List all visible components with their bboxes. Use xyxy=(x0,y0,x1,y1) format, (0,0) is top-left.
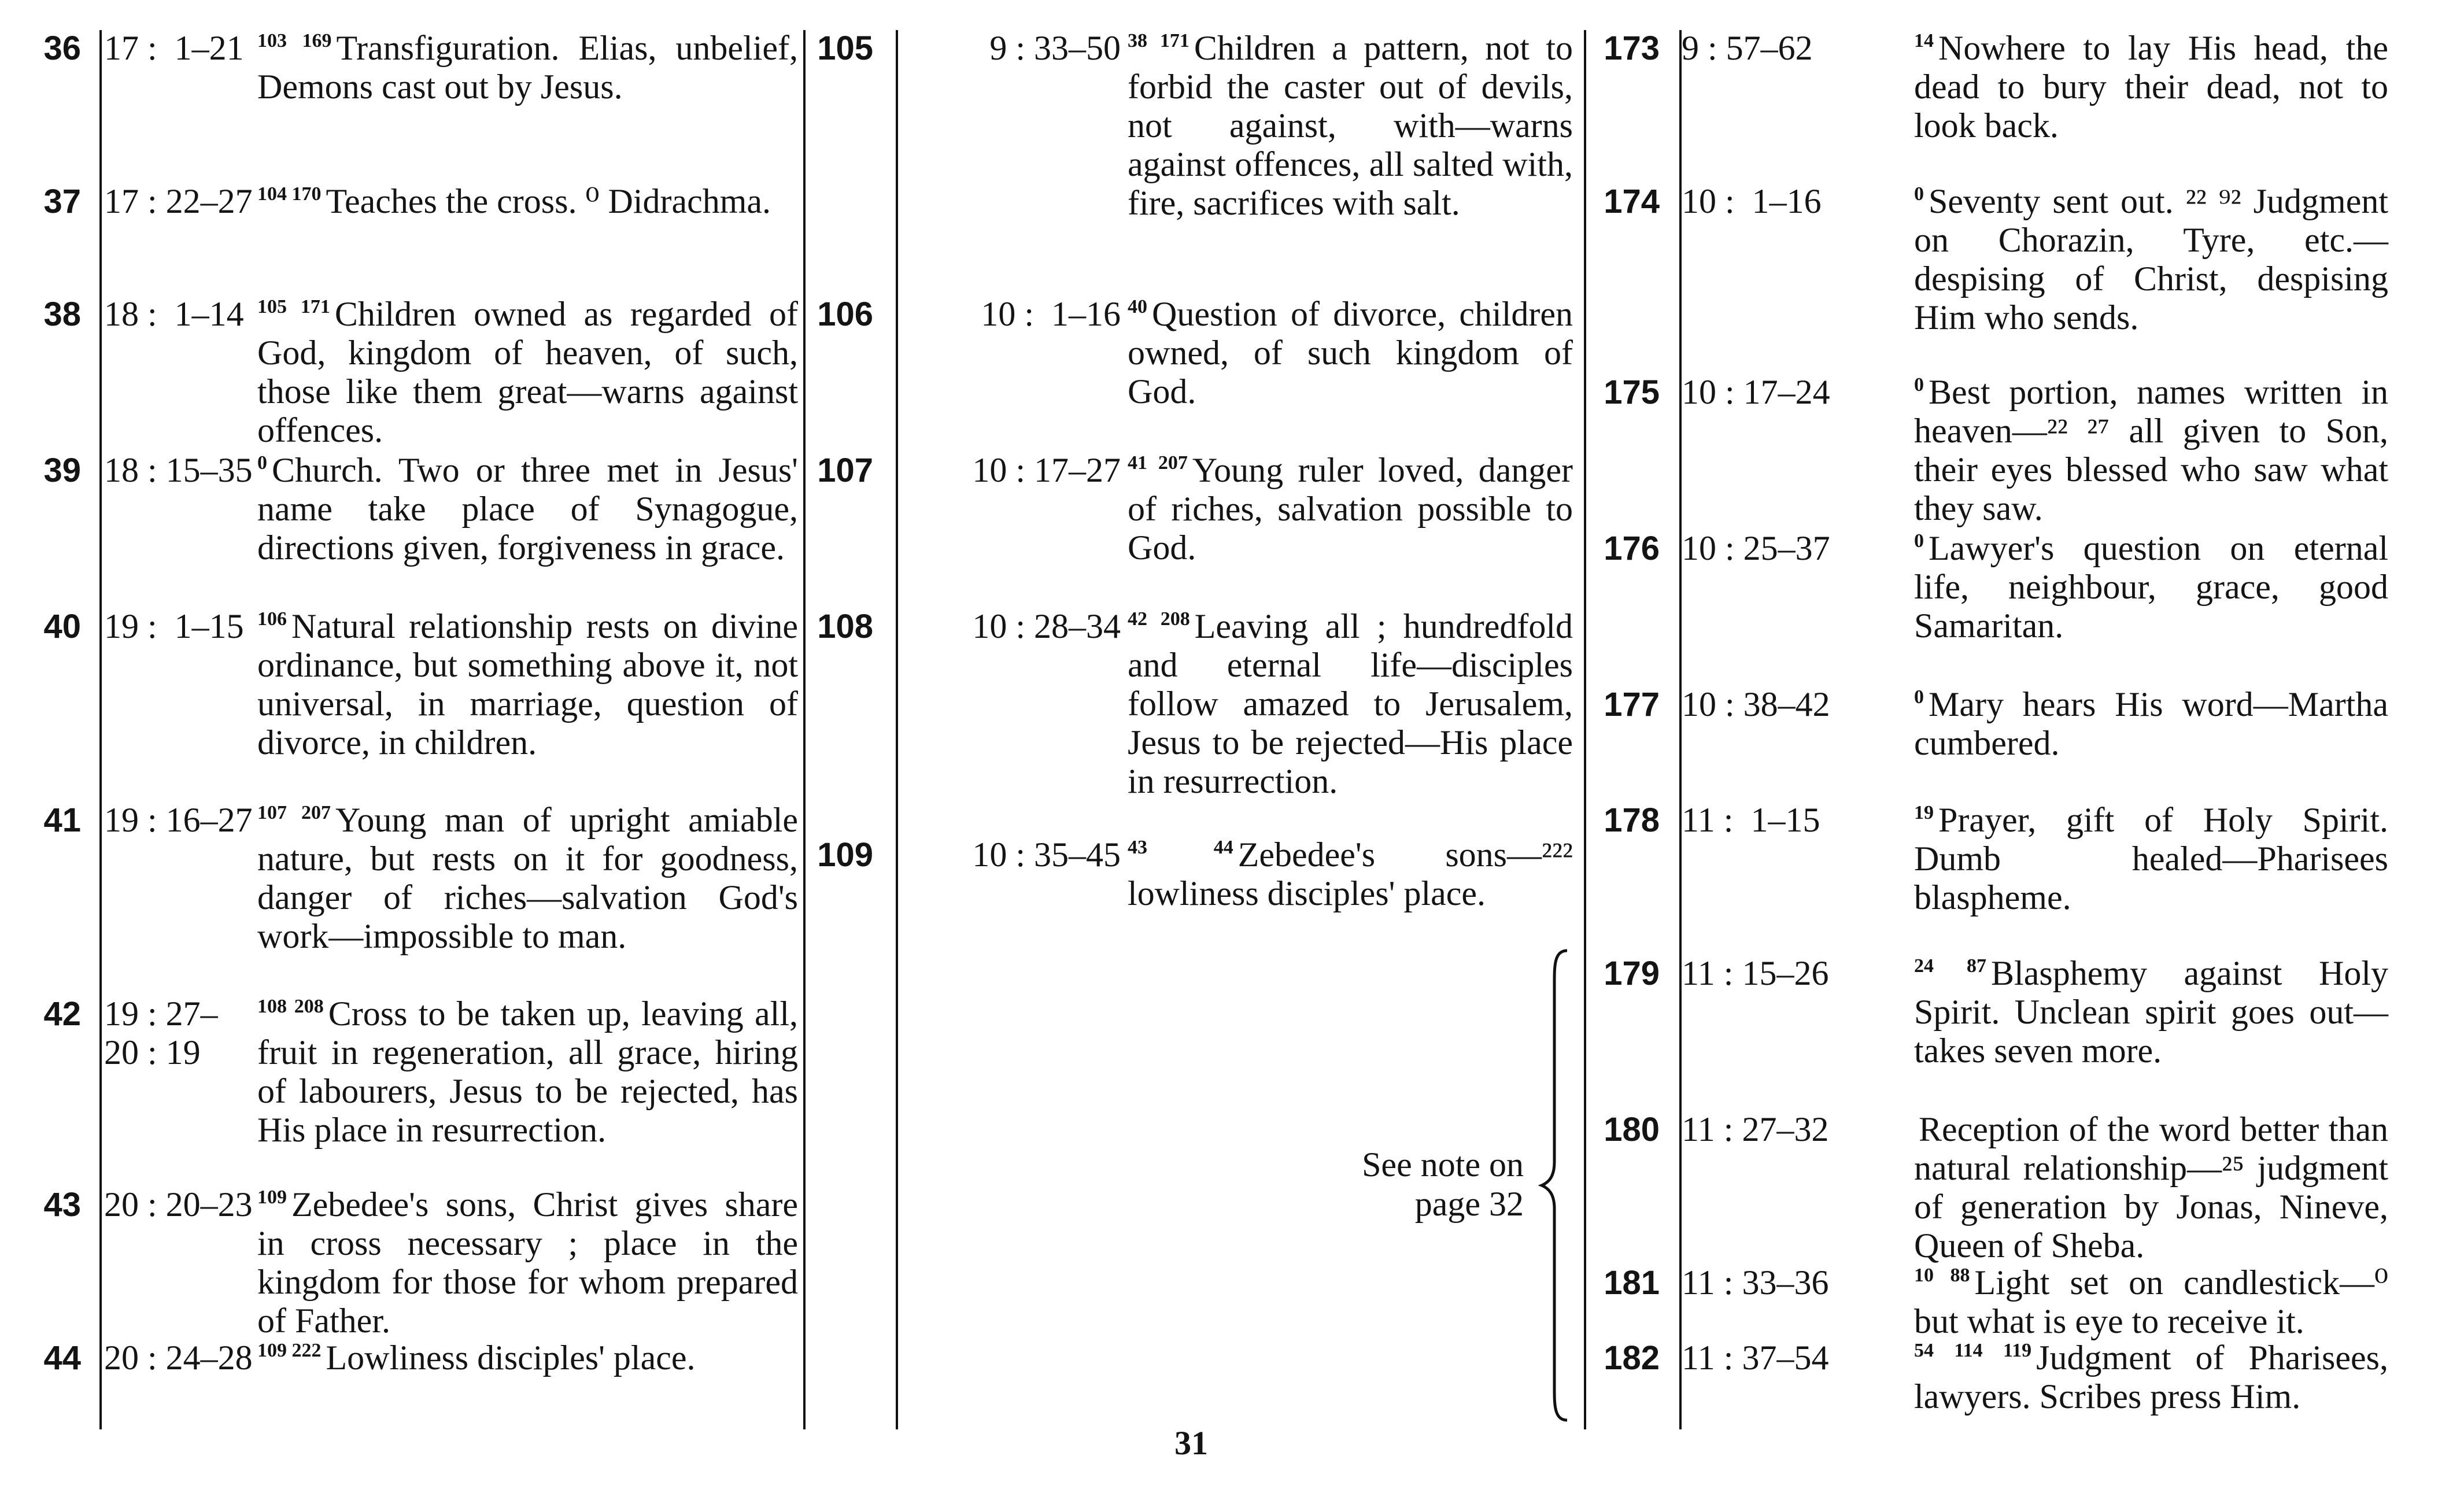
entry xyxy=(1587,29,2397,145)
scripture-reference: 18 : 15–35 xyxy=(104,451,253,489)
cross-reference: 19 xyxy=(1914,802,1934,823)
cross-reference: 0 xyxy=(257,452,267,474)
entry-text xyxy=(257,182,804,221)
section-number: 42 xyxy=(43,995,81,1033)
entry-text xyxy=(257,995,804,1150)
scripture-reference: 20 : 24–28 xyxy=(104,1339,253,1377)
scripture-reference: 10 : 1–16 xyxy=(981,295,1121,333)
section-number: 180 xyxy=(1604,1111,1660,1148)
cross-reference: 0 xyxy=(1914,183,1924,205)
entry-text xyxy=(257,801,804,956)
see-note xyxy=(1304,1145,1524,1224)
entry-description: Lowliness disciples' place. xyxy=(326,1339,696,1377)
entry-text xyxy=(1128,451,1584,567)
section-number: 181 xyxy=(1604,1264,1660,1302)
entry xyxy=(807,29,1584,223)
cross-reference: 41 207 xyxy=(1128,452,1188,474)
scripture-reference: 19 : 27– 20 : 19 xyxy=(104,995,218,1071)
entry xyxy=(1587,1263,2397,1341)
cross-reference: 40 xyxy=(1128,296,1147,317)
cross-reference: 43 44 xyxy=(1128,837,1233,858)
entry-text xyxy=(1914,182,2397,337)
scripture-reference: 10 : 25–37 xyxy=(1682,529,1830,567)
entry-description: Judgment of Pharisees, lawyers. Scribes press Him. xyxy=(1914,1339,2388,1416)
section-number: 37 xyxy=(43,183,81,220)
scripture-reference: 19 : 1–15 xyxy=(104,607,244,645)
entry xyxy=(23,1339,804,1377)
entry-description: Transfiguration. Elias, unbelief, Demons cast out by Jesus. xyxy=(257,29,799,106)
entry xyxy=(1587,1339,2397,1416)
scripture-reference: 11 : 1–15 xyxy=(1682,801,1820,839)
scripture-reference: 10 : 17–27 xyxy=(972,451,1121,489)
entry-text xyxy=(1128,29,1584,223)
section-number: 41 xyxy=(43,801,81,839)
entry-description: Leaving all ; hundredfold and eternal life—disciples follow amazed to Jerusalem, Jesus to be rejected—His place in resurrection. xyxy=(1128,607,1573,800)
entry-description: Best portion, names written in heaven—²² ²⁷ all given to Son, their eyes blessed who saw what they saw. xyxy=(1914,373,2388,527)
scripture-reference: 20 : 20–23 xyxy=(104,1185,253,1224)
entry xyxy=(807,451,1584,567)
entry xyxy=(23,295,804,450)
cross-reference: 0 xyxy=(1914,374,1924,396)
entry xyxy=(23,451,804,567)
entry-text xyxy=(257,1339,804,1377)
entry-description: Natural relationship rests on divine ordinance, but something above it, not universal, in marriage, question of divorce, in children. xyxy=(257,607,798,762)
section-number: 182 xyxy=(1604,1339,1660,1377)
section-number: 175 xyxy=(1604,374,1660,411)
entry xyxy=(807,607,1584,801)
entry-description: Zebedee's sons—²²² lowliness disciples' place. xyxy=(1128,836,1573,912)
entry-text xyxy=(1128,836,1584,913)
entry-description: Mary hears His word—Martha cumbered. xyxy=(1914,685,2388,762)
entry-text xyxy=(1914,1339,2397,1416)
entry-description: Reception of the word better than natural relationship—²⁵ judgment of generation by Jonas, Nineve, Queen of Sheba. xyxy=(1914,1110,2388,1265)
entry xyxy=(1587,182,2397,337)
entry-text xyxy=(1128,607,1584,801)
cross-reference: 0 xyxy=(1914,686,1924,708)
cross-reference: 10 88 xyxy=(1914,1265,1970,1286)
note-text: See note on page 32 xyxy=(1362,1145,1524,1223)
curly-brace xyxy=(1538,948,1573,1422)
entry-description: Young man of upright amiable nature, but rests on it for goodness, danger of riches—salvation God's work—impossible to man. xyxy=(257,801,799,955)
cross-reference: 108 208 xyxy=(257,996,324,1017)
section-number: 106 xyxy=(817,295,873,333)
entry xyxy=(1587,529,2397,645)
entry-text xyxy=(1914,29,2397,145)
section-number: 40 xyxy=(43,608,81,645)
entry xyxy=(23,1185,804,1340)
cross-reference: 106 xyxy=(257,608,287,630)
cross-reference: 105 171 xyxy=(257,296,330,317)
section-number: 178 xyxy=(1604,801,1660,839)
scripture-reference: 9 : 57–62 xyxy=(1682,29,1813,67)
entry xyxy=(1587,1110,2397,1265)
entry-text xyxy=(1914,685,2397,763)
scripture-reference: 9 : 33–50 xyxy=(989,29,1121,67)
scripture-reference: 10 : 28–34 xyxy=(972,607,1121,645)
section-number: 105 xyxy=(817,29,873,67)
cross-reference: 109 222 xyxy=(257,1340,322,1361)
entry-description: Young ruler loved, danger of riches, salvation possible to God. xyxy=(1128,451,1573,567)
entry-text xyxy=(1914,529,2397,645)
section-number: 174 xyxy=(1604,183,1660,220)
entry-text xyxy=(257,451,804,567)
section-number: 38 xyxy=(43,295,81,333)
entry-text xyxy=(257,607,804,762)
cross-reference: 38 171 xyxy=(1128,30,1189,51)
column-matthew xyxy=(23,23,804,1428)
scripture-reference: 10 : 38–42 xyxy=(1682,685,1830,723)
entry-description: Cross to be taken up, leaving all, fruit in regeneration, all grace, hiring of labourers, Jesus to be rejected, has His place in resurrection. xyxy=(257,995,799,1149)
entry xyxy=(23,182,804,221)
cross-reference: 104 170 xyxy=(257,183,322,205)
scripture-reference: 19 : 16–27 xyxy=(104,801,253,839)
cross-reference: 103 169 xyxy=(257,30,332,51)
entry-description: Lawyer's question on eternal life, neighbour, grace, good Samaritan. xyxy=(1914,529,2388,645)
entry-text xyxy=(1914,954,2397,1070)
scripture-reference: 11 : 27–32 xyxy=(1682,1110,1829,1148)
entry-description: Light set on candlestick—⁰ but what is eye to receive it. xyxy=(1914,1263,2389,1340)
scripture-reference: 18 : 1–14 xyxy=(104,295,244,333)
section-number: 177 xyxy=(1604,686,1660,723)
entry-text xyxy=(1128,295,1584,411)
section-number: 44 xyxy=(43,1339,81,1377)
entry-text xyxy=(257,29,804,106)
section-number: 109 xyxy=(817,836,873,874)
section-number: 39 xyxy=(43,452,81,489)
section-number: 43 xyxy=(43,1186,81,1224)
entry xyxy=(23,995,804,1150)
scripture-reference: 17 : 1–21 xyxy=(104,29,244,67)
entry-description: Seventy sent out. ²² ⁹² Judgment on Chorazin, Tyre, etc.—despising of Christ, despising Him who sends. xyxy=(1914,182,2388,337)
section-number: 176 xyxy=(1604,530,1660,567)
entry-description: Question of divorce, children owned, of such kingdom of God. xyxy=(1128,295,1573,411)
entry-text xyxy=(1914,801,2397,917)
entry xyxy=(23,607,804,762)
entry-description: Zebedee's sons, Christ gives share in cross necessary ; place in the kingdom for those for whom prepared of Father. xyxy=(257,1185,798,1340)
cross-reference: 42 208 xyxy=(1128,608,1190,630)
entry-description: Prayer, gift of Holy Spirit. Dumb healed—Pharisees blaspheme. xyxy=(1914,801,2388,917)
entry xyxy=(807,836,1584,913)
cross-reference: 14 xyxy=(1914,30,1934,51)
entry-text xyxy=(1914,1263,2397,1341)
entry xyxy=(1587,801,2397,917)
entry-description: Children owned as regarded of God, kingdom of heaven, of such, those like them great—warns against offences. xyxy=(257,295,799,449)
cross-reference: 0 xyxy=(1914,530,1924,552)
entry xyxy=(1587,954,2397,1070)
entry-description: Blasphemy against Holy Spirit. Unclean spirit goes out—takes seven more. xyxy=(1914,954,2389,1070)
entry xyxy=(23,29,804,106)
scripture-reference: 17 : 22–27 xyxy=(104,182,253,220)
scripture-reference: 10 : 35–45 xyxy=(972,836,1121,874)
entry xyxy=(807,295,1584,411)
cross-reference: 107 207 xyxy=(257,802,331,823)
entry-description: Children a pattern, not to forbid the caster out of devils, not against, with—warns against offences, all salted with, fire, sacrifices with salt. xyxy=(1128,29,1573,222)
scripture-reference: 11 : 33–36 xyxy=(1682,1263,1829,1302)
section-number: 179 xyxy=(1604,955,1660,992)
scripture-reference: 10 : 1–16 xyxy=(1682,182,1822,220)
section-number: 108 xyxy=(817,608,873,645)
entry-description: Church. Two or three met in Jesus' name take place of Synagogue, directions given, forgiveness in grace. xyxy=(257,451,798,567)
entry xyxy=(1587,373,2397,528)
entry-text xyxy=(1914,373,2397,528)
section-number: 36 xyxy=(43,29,81,67)
entry-text xyxy=(1914,1110,2397,1265)
entry-text xyxy=(257,1185,804,1340)
scripture-reference: 11 : 37–54 xyxy=(1682,1339,1829,1377)
entry xyxy=(1587,685,2397,763)
column-luke xyxy=(1587,23,2397,1428)
page-number: 31 xyxy=(1174,1424,1208,1462)
section-number: 173 xyxy=(1604,29,1660,67)
scripture-reference: 11 : 15–26 xyxy=(1682,954,1829,992)
section-number: 107 xyxy=(817,452,873,489)
entry-text xyxy=(257,295,804,450)
cross-reference: 109 xyxy=(257,1187,287,1208)
entry xyxy=(23,801,804,956)
entry-description: Teaches the cross. ⁰ Didrachma. xyxy=(326,182,771,220)
cross-reference: 54 114 119 xyxy=(1914,1340,2032,1361)
entry-description: Nowhere to lay His head, the dead to bury their dead, not to look back. xyxy=(1914,29,2388,145)
scripture-reference: 10 : 17–24 xyxy=(1682,373,1830,411)
cross-reference: 24 87 xyxy=(1914,955,1987,977)
